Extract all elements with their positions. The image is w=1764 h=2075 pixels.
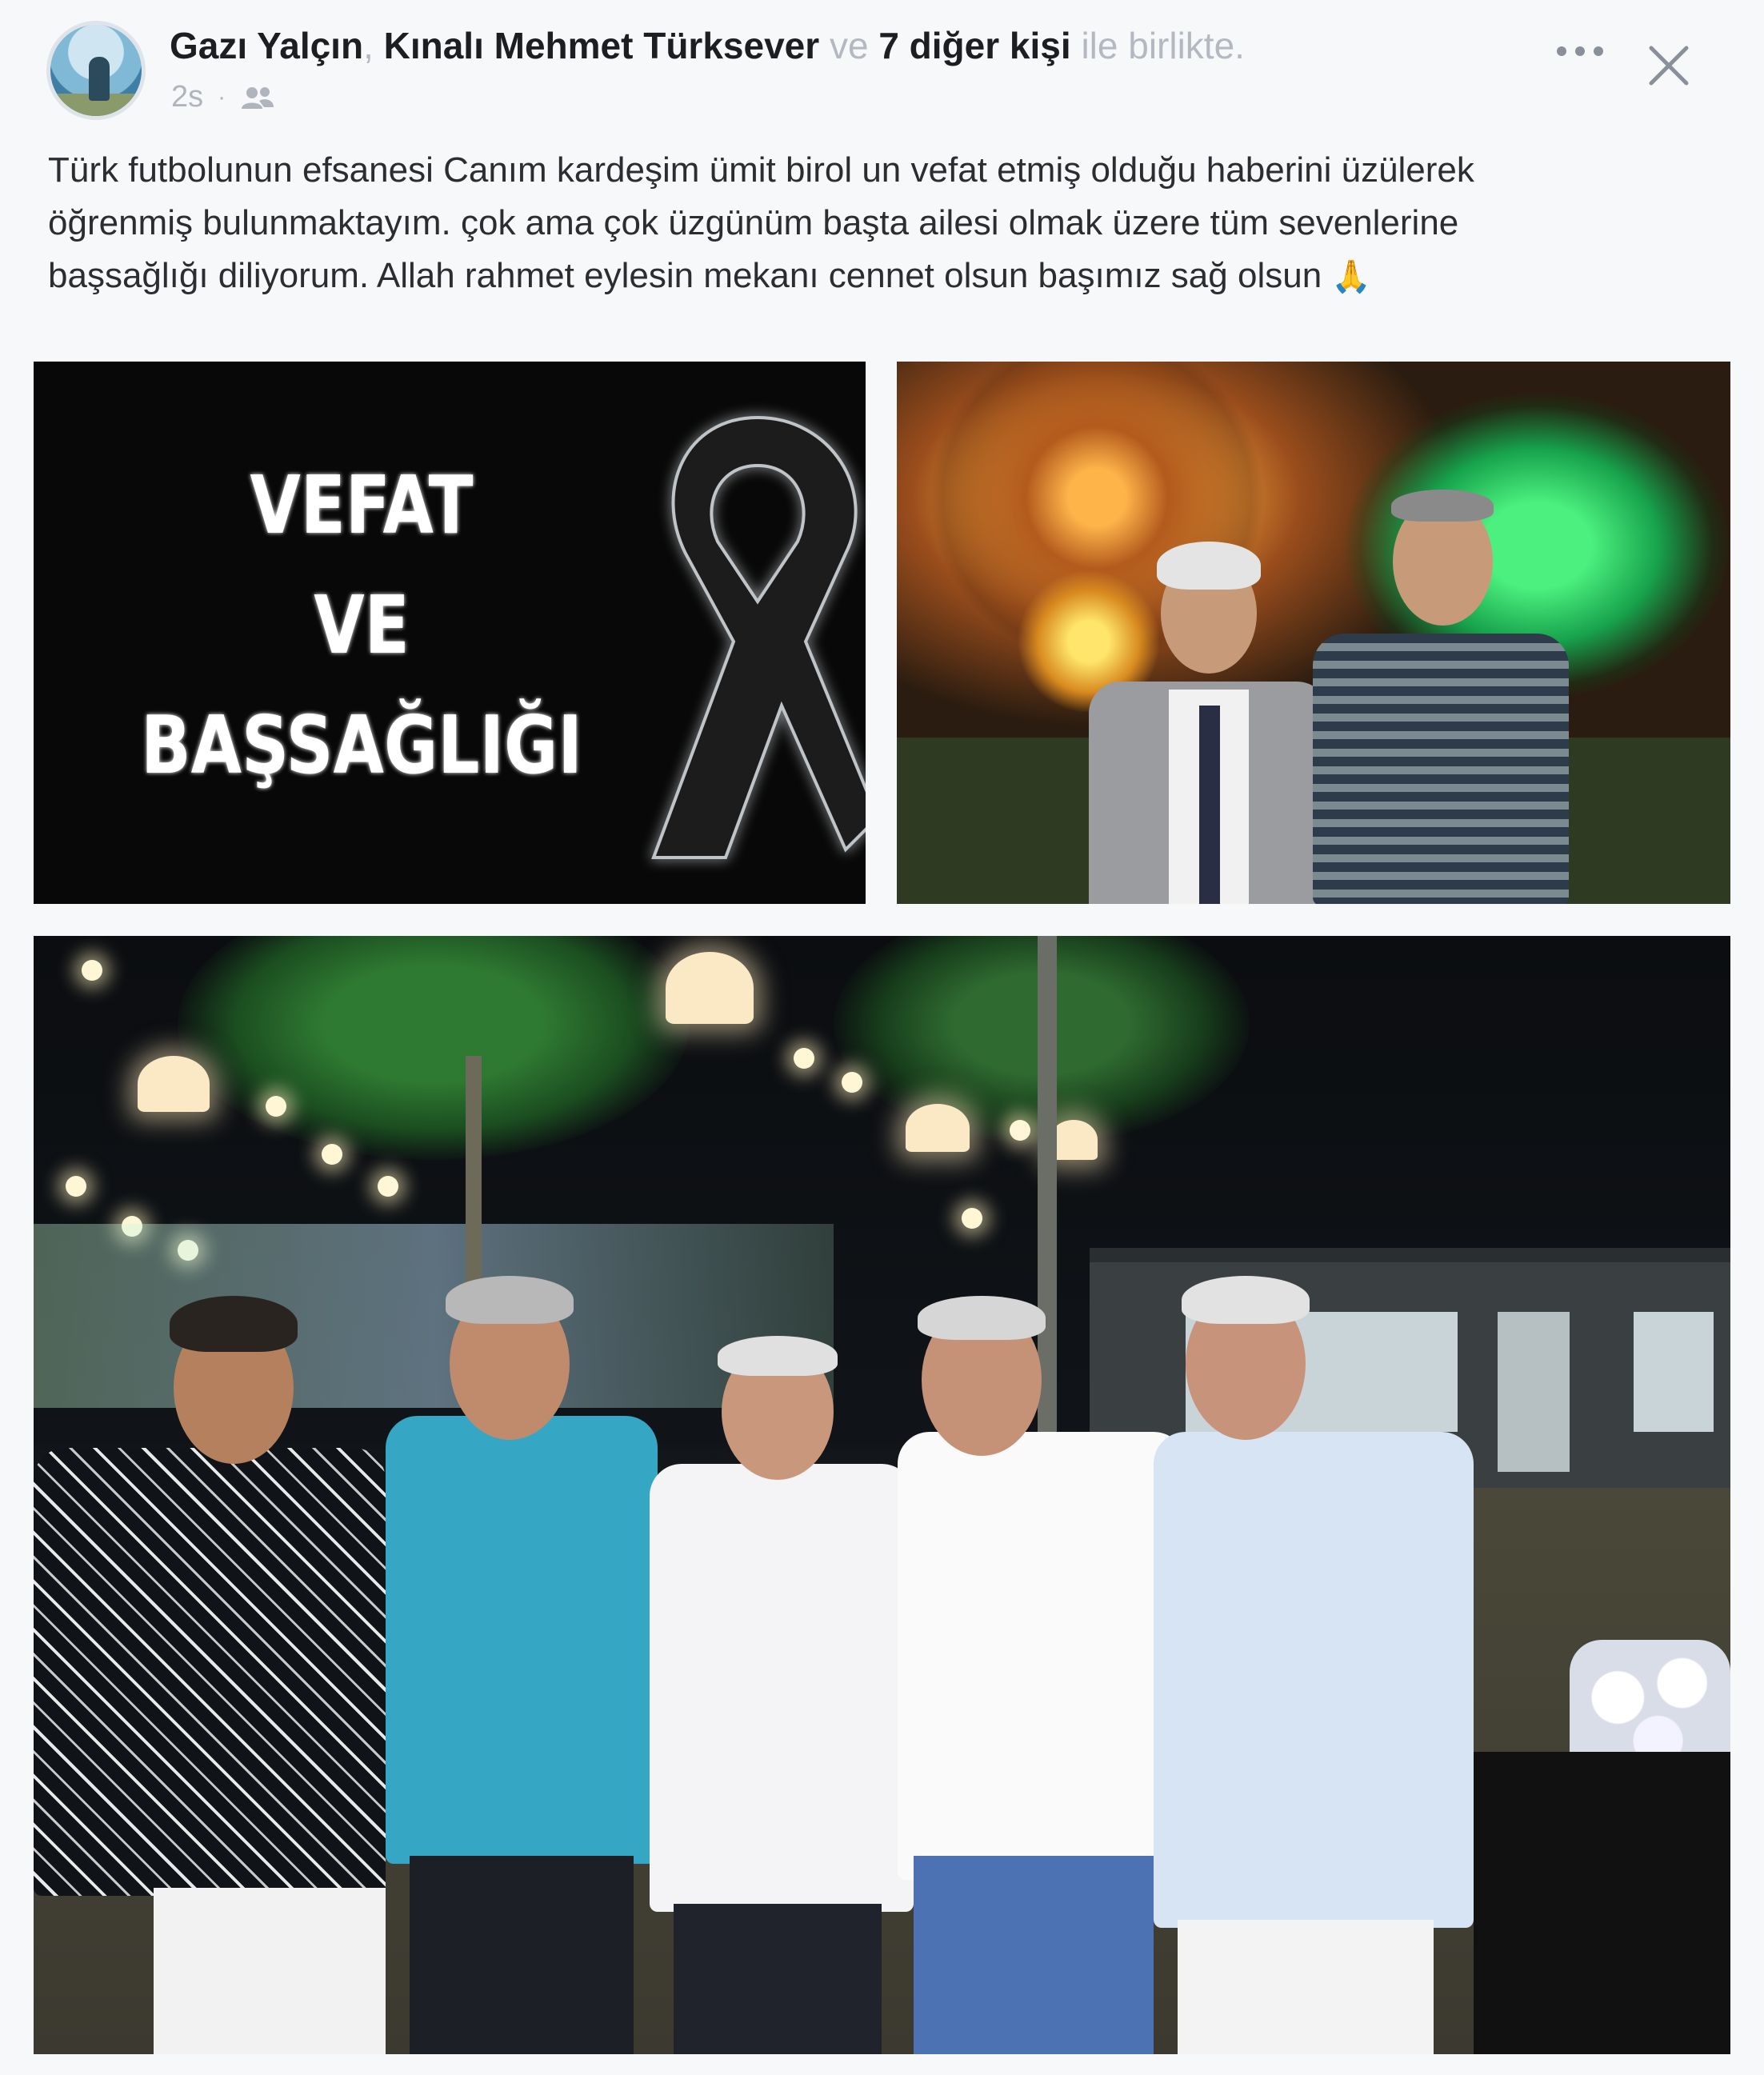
photo-man-suit-hair (1157, 542, 1261, 590)
author-avatar[interactable] (46, 21, 146, 120)
group-photo-light (322, 1144, 342, 1165)
name-separator: , (363, 25, 374, 66)
group-man-5-shirt (1154, 1432, 1474, 1928)
group-photo-light (794, 1048, 814, 1069)
group-photo-venue-lights (34, 1224, 834, 1408)
group-man-1-shirt (34, 1448, 386, 1896)
tagged-person-link[interactable]: Kınalı Mehmet Türksever (383, 25, 820, 66)
group-photo-lamp (138, 1056, 210, 1112)
praying-hands-emoji: 🙏 (1331, 259, 1372, 294)
avatar-figure (89, 57, 110, 101)
post-message-line-text: başsağlığı diliyorum. Allah rahmet eylesin mekanı cennet olsun başımız sağ olsun (48, 256, 1322, 295)
post-message-line: öğrenmiş bulunmaktayım. çok ama çok üzgünüm başta ailesi olmak üzere tüm sevenlerine (48, 203, 1459, 242)
meta-dot: · (218, 83, 226, 110)
group-man-4-hair (918, 1296, 1046, 1340)
group-man-1-hair (170, 1296, 298, 1352)
condolence-line-1: VEFAT (250, 458, 474, 552)
others-link[interactable]: 7 diğer kişi (878, 25, 1071, 66)
black-ribbon-icon (638, 402, 866, 874)
group-photo-pole (1038, 936, 1057, 1432)
group-photo-light (266, 1096, 286, 1117)
photo-two-men[interactable] (897, 362, 1730, 904)
post-message-line: Türk futbolunun efsanesi Canım kardeşim ümit birol un vefat etmiş olduğu haberini üzülerek (48, 150, 1474, 190)
group-photo-table (1474, 1752, 1730, 2054)
group-man-2-hair (446, 1276, 574, 1324)
friends-icon[interactable] (240, 86, 275, 110)
group-man-4-shirt (898, 1432, 1186, 1880)
group-photo-building-window (1634, 1312, 1714, 1432)
group-man-2-legs (410, 1856, 634, 2054)
group-man-1-legs (154, 1888, 386, 2054)
group-photo-tree-left (178, 936, 690, 1160)
group-photo-building-window (1498, 1312, 1570, 1472)
photo-group-five-men[interactable] (34, 936, 1730, 2054)
photo-man-striped-hair (1391, 490, 1494, 522)
group-photo-light (82, 960, 102, 981)
group-photo-lamp (666, 952, 754, 1024)
condolence-image[interactable] (34, 362, 866, 904)
group-photo-light (66, 1176, 86, 1197)
post-message (48, 144, 1728, 303)
group-photo-lamp (1050, 1120, 1098, 1160)
post-time[interactable]: 2s (171, 80, 204, 114)
condolence-graphic-text (93, 446, 630, 806)
group-photo-light (1010, 1120, 1030, 1141)
conjunction-text: ve (829, 25, 869, 66)
condolence-line-3: BAŞSAĞLIĞI (141, 698, 582, 792)
group-man-5-hair (1182, 1276, 1310, 1324)
group-man-5-legs (1178, 1920, 1434, 2054)
post-title-line (170, 24, 1245, 67)
group-man-3-hair (718, 1336, 838, 1376)
group-man-2-shirt (386, 1416, 658, 1864)
group-photo-light (962, 1208, 982, 1229)
more-horizontal-icon[interactable] (1552, 35, 1608, 67)
group-man-3-shirt (650, 1464, 914, 1912)
group-man-4-legs (914, 1856, 1154, 2054)
photo-man-suit-tie (1199, 706, 1220, 904)
post-header (0, 0, 1764, 128)
close-icon[interactable] (1646, 43, 1691, 88)
post-meta (171, 80, 275, 114)
photo-man-striped (1313, 634, 1569, 904)
with-suffix-text: ile birlikte. (1081, 25, 1245, 66)
condolence-line-2: VE (314, 578, 410, 672)
group-photo-lamp (906, 1104, 970, 1152)
group-photo-light (842, 1072, 862, 1093)
post-message-line (48, 250, 1728, 303)
group-photo-light (378, 1176, 398, 1197)
author-name-link[interactable]: Gazı Yalçın (170, 25, 364, 66)
group-man-3-legs (674, 1904, 882, 2054)
